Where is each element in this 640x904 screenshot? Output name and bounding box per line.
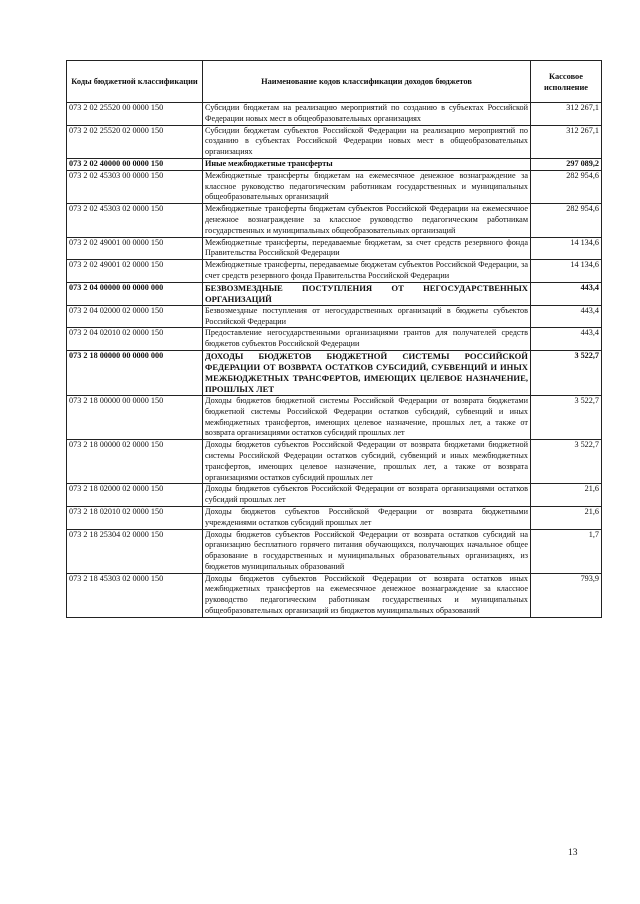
table-row	[67, 103, 602, 126]
cell-code: 073 2 18 02010 02 0000 150	[67, 506, 203, 529]
table-row	[67, 573, 602, 617]
cell-name: Предоставление негосударственными организациями грантов для получателей средств бюджетов субъектов Российской Федерации	[203, 328, 531, 351]
cell-code: 073 2 18 02000 02 0000 150	[67, 484, 203, 507]
cell-name: Межбюджетные трансферты бюджетам субъектов Российской Федерации на ежемесячное денежное вознаграждение за классное руководство педагогическим работникам государственных и муниципальных общеобразовательных организаций	[203, 204, 531, 237]
cell-code: 073 2 18 00000 00 0000 000	[67, 350, 203, 395]
table-row	[67, 484, 602, 507]
cell-code: 073 2 02 49001 00 0000 150	[67, 237, 203, 260]
cell-code: 073 2 04 02010 02 0000 150	[67, 328, 203, 351]
table-header-row	[67, 61, 602, 103]
cell-amount: 21,6	[531, 506, 602, 529]
table-row	[67, 170, 602, 203]
cell-amount: 1,7	[531, 529, 602, 573]
cell-name: Межбюджетные трансферты, передаваемые бюджетам, за счет средств резервного фонда Правительства Российской Федерации	[203, 237, 531, 260]
cell-code: 073 2 02 25520 02 0000 150	[67, 125, 203, 158]
cell-name: Доходы бюджетов субъектов Российской Федерации от возврата бюджетными учреждениями остатков субсидий прошлых лет	[203, 506, 531, 529]
header-name: Наименование кодов классификации доходов бюджетов	[203, 61, 531, 103]
cell-amount: 3 522,7	[531, 395, 602, 439]
cell-amount: 21,6	[531, 484, 602, 507]
table-body	[67, 103, 602, 618]
cell-name: БЕЗВОЗМЕЗДНЫЕ ПОСТУПЛЕНИЯ ОТ НЕГОСУДАРСТВЕННЫХ ОРГАНИЗАЦИЙ	[203, 282, 531, 305]
cell-amount: 443,4	[531, 282, 602, 305]
table-row	[67, 125, 602, 158]
cell-amount: 3 522,7	[531, 440, 602, 484]
cell-code: 073 2 18 45303 02 0000 150	[67, 573, 203, 617]
cell-code: 073 2 04 00000 00 0000 000	[67, 282, 203, 305]
cell-name: Доходы бюджетов субъектов Российской Федерации от возврата остатков иных межбюджетных трансфертов на ежемесячное денежное вознаграждение за классное руководство педагогическим работникам государственных и муниципальных общеобразовательных организаций из бюджетов муниципальных образований	[203, 573, 531, 617]
cell-code: 073 2 02 45303 00 0000 150	[67, 170, 203, 203]
header-code: Коды бюджетной классификации	[67, 61, 203, 103]
cell-amount: 282 954,6	[531, 204, 602, 237]
table-row	[67, 529, 602, 573]
cell-amount: 312 267,1	[531, 125, 602, 158]
cell-code: 073 2 04 02000 02 0000 150	[67, 305, 203, 328]
page-number: 13	[568, 848, 578, 858]
header-amount: Кассовое исполнение	[531, 61, 602, 103]
table-row	[67, 328, 602, 351]
cell-code: 073 2 18 00000 00 0000 150	[67, 395, 203, 439]
cell-name: Безвозмездные поступления от негосударственных организаций в бюджеты субъектов Российской Федерации	[203, 305, 531, 328]
cell-amount: 312 267,1	[531, 103, 602, 126]
cell-amount: 282 954,6	[531, 170, 602, 203]
cell-code: 073 2 02 45303 02 0000 150	[67, 204, 203, 237]
cell-code: 073 2 18 25304 02 0000 150	[67, 529, 203, 573]
budget-revenue-table	[66, 60, 602, 618]
table-row	[67, 204, 602, 237]
cell-amount: 443,4	[531, 305, 602, 328]
cell-amount: 793,9	[531, 573, 602, 617]
cell-amount: 297 089,2	[531, 158, 602, 170]
cell-code: 073 2 02 25520 00 0000 150	[67, 103, 203, 126]
cell-name: Субсидии бюджетам на реализацию мероприятий по созданию в субъектах Российской Федерации новых мест в общеобразовательных организациях	[203, 103, 531, 126]
table-row	[67, 305, 602, 328]
cell-name: Межбюджетные трансферты бюджетам на ежемесячное денежное вознаграждение за классное руководство педагогическим работникам государственных и муниципальных общеобразовательных организаций	[203, 170, 531, 203]
cell-name: Межбюджетные трансферты, передаваемые бюджетам субъектов Российской Федерации, за счет средств резервного фонда Правительства Российской Федерации	[203, 260, 531, 283]
cell-name: Субсидии бюджетам субъектов Российской Федерации на реализацию мероприятий по созданию в субъектах Российской Федерации новых мест в общеобразовательных организациях	[203, 125, 531, 158]
table-row	[67, 237, 602, 260]
cell-name: Доходы бюджетов субъектов Российской Федерации от возврата организациями остатков субсидий прошлых лет	[203, 484, 531, 507]
table-row	[67, 506, 602, 529]
cell-name: Доходы бюджетов бюджетной системы Российской Федерации от возврата бюджетами бюджетной системы Российской Федерации остатков субсидий, субвенций и иных межбюджетных трансфертов, имеющих целевое назначение, прошлых лет, а также от возврата организациями остатков субсидий прошлых лет	[203, 395, 531, 439]
table-row	[67, 395, 602, 439]
cell-amount: 14 134,6	[531, 260, 602, 283]
cell-name: Доходы бюджетов субъектов Российской Федерации от возврата остатков субсидий на организацию бесплатного горячего питания обучающихся, получающих начальное общее образование в государственных и муниципальных образовательных организациях, из бюджетов муниципальных образований	[203, 529, 531, 573]
cell-amount: 443,4	[531, 328, 602, 351]
table-row	[67, 260, 602, 283]
cell-amount: 3 522,7	[531, 350, 602, 395]
table-row	[67, 440, 602, 484]
table-row	[67, 158, 602, 170]
cell-name: ДОХОДЫ БЮДЖЕТОВ БЮДЖЕТНОЙ СИСТЕМЫ РОССИЙСКОЙ ФЕДЕРАЦИИ ОТ ВОЗВРАТА ОСТАТКОВ СУБСИДИЙ, СУБВЕНЦИЙ И ИНЫХ МЕЖБЮДЖЕТНЫХ ТРАНСФЕРТОВ, ИМЕЮЩИХ ЦЕЛЕВОЕ НАЗНАЧЕНИЕ, ПРОШЛЫХ ЛЕТ	[203, 350, 531, 395]
cell-code: 073 2 02 40000 00 0000 150	[67, 158, 203, 170]
cell-name: Иные межбюджетные трансферты	[203, 158, 531, 170]
table-row	[67, 350, 602, 395]
cell-name: Доходы бюджетов субъектов Российской Федерации от возврата бюджетами бюджетной системы Российской Федерации остатков субсидий, субвенций и иных межбюджетных трансфертов, имеющих целевое назначение, прошлых лет, а также от возврата организациями остатков субсидий прошлых лет	[203, 440, 531, 484]
cell-amount: 14 134,6	[531, 237, 602, 260]
cell-code: 073 2 02 49001 02 0000 150	[67, 260, 203, 283]
table-row	[67, 282, 602, 305]
cell-code: 073 2 18 00000 02 0000 150	[67, 440, 203, 484]
